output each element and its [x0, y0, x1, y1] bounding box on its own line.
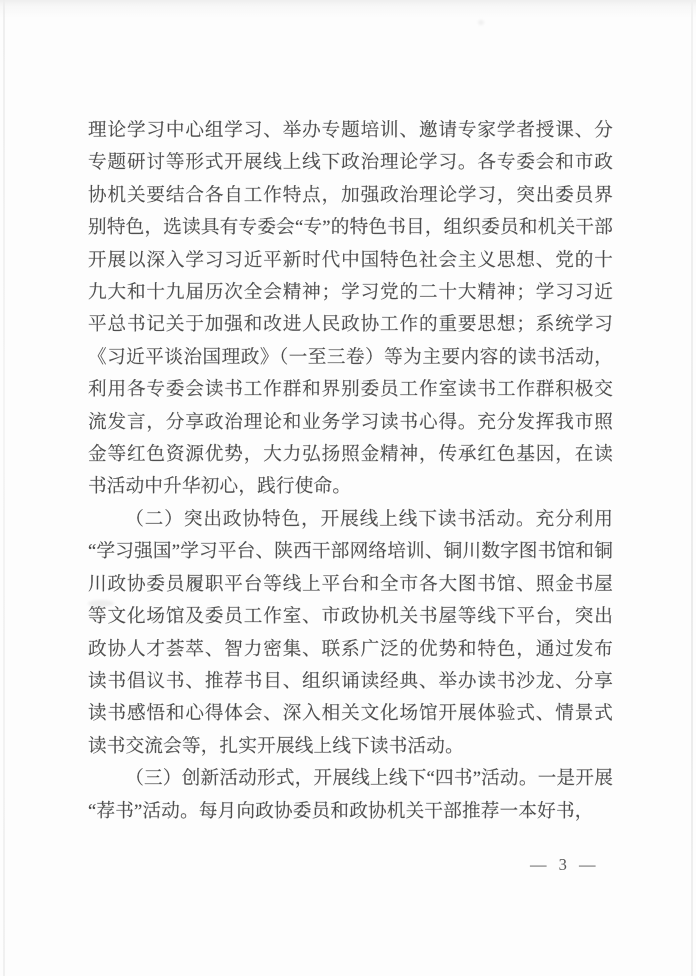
- document-body: [88, 115, 613, 828]
- paragraph-section-2: （二）突出政协特色，开展线上线下读书活动。充分利用“学习强国”学习平台、陕西干部网络培训、铜川数字图书馆和铜川政协委员履职平台等线上平台和全市各大图书馆、照金书屋等文化场馆及委员工作室、市政协机关书屋等线下平台，突出政协人才荟萃、智力密集、联系广泛的优势和特色，通过发布读书倡议书、推荐书目、组织诵读经典、举办读书沙龙、分享读书感悟和心得体会、深入相关文化场馆开展体验式、情景式读书交流会等，扎实开展线上线下读书活动。: [88, 508, 613, 757]
- page-left-edge-shadow: [3, 0, 5, 976]
- page-right-edge-shadow: [691, 0, 693, 976]
- paragraph-section-3: （三）创新活动形式，开展线上线下“四书”活动。一是开展“荐书”活动。每月向政协委员和政协机关干部推荐一本好书，: [88, 768, 613, 822]
- scan-artifact-speck: [478, 20, 484, 25]
- page-number: — 3 —: [530, 855, 600, 874]
- paragraph-continuation: 理论学习中心组学习、举办专题培训、邀请专家学者授课、分专题研讨等形式开展线上线下政治理论学习。各专委会和市政协机关要结合各自工作特点，加强政治理论学习，突出委员界别特色，选读具有专委会“专”的特色书目，组织委员和机关干部开展以深入学习习近平新时代中国特色社会主义思想、党的十九大和十九届历次全会精神；学习党的二十大精神；学习习近平总书记关于加强和改进人民政协工作的重要思想；系统学习《习近平谈治国理政》（一至三卷）等为主要内容的读书活动，利用各专委会读书工作群和界别委员工作室读书工作群积极交流发言，分享政治理论和业务学习读书心得。充分发挥我市照金等红色资源优势，大力弘扬照金精神，传承红色基因，在读书活动中升华初心，践行使命。: [88, 120, 613, 498]
